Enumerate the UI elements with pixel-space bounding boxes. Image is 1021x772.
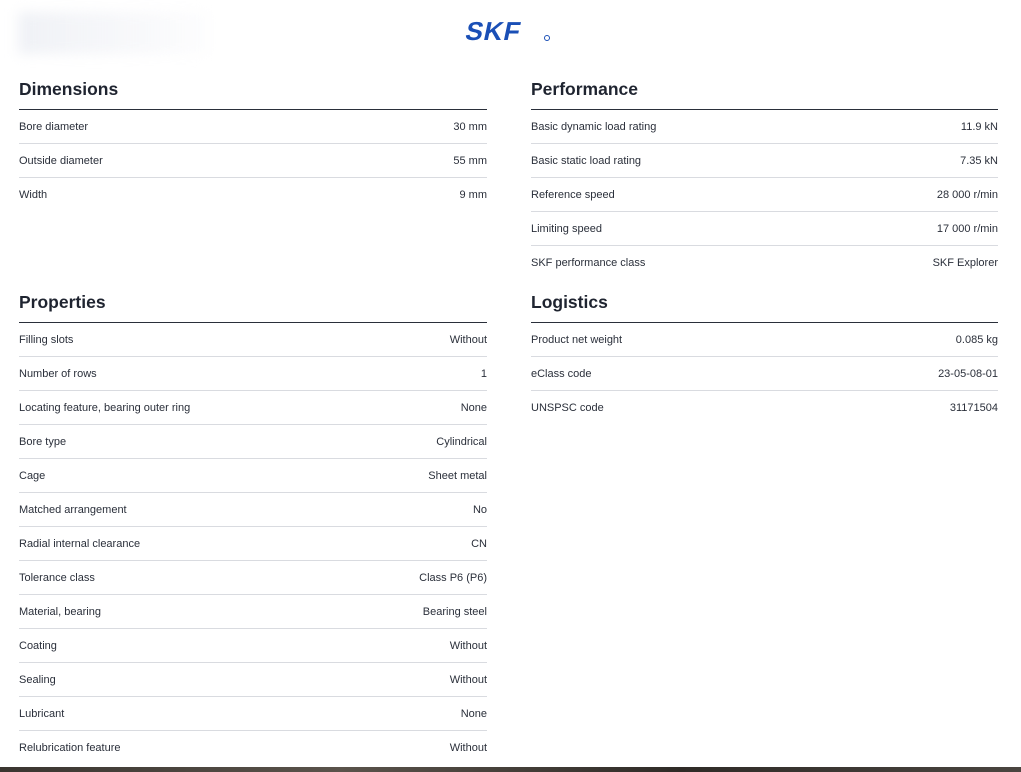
- spec-row: [19, 595, 487, 629]
- spec-label: Radial internal clearance: [19, 537, 141, 550]
- spec-label: Tolerance class: [19, 571, 95, 584]
- blurred-header-area: [18, 12, 208, 54]
- spec-row: [19, 425, 487, 459]
- spec-row: [19, 178, 487, 211]
- spec-value: None: [460, 401, 487, 414]
- spec-row: [19, 663, 487, 697]
- registered-mark-icon: [544, 35, 550, 41]
- logistics-title: Logistics: [531, 291, 998, 323]
- spec-value: 23-05-08-01: [938, 367, 998, 380]
- spec-value: No: [472, 503, 487, 516]
- bottom-image-strip: [0, 767, 1021, 772]
- spec-label: Basic static load rating: [531, 154, 642, 167]
- performance-title: Performance: [531, 78, 998, 110]
- spec-row: [531, 178, 998, 212]
- spec-value: SKF Explorer: [932, 256, 998, 269]
- spec-value: CN: [471, 537, 487, 550]
- spec-row: [531, 391, 998, 424]
- spec-label: eClass code: [531, 367, 592, 380]
- spec-value: 9 mm: [459, 188, 487, 201]
- properties-section: [19, 291, 487, 764]
- spec-value: Sheet metal: [428, 469, 487, 482]
- spec-label: UNSPSC code: [531, 401, 604, 414]
- spec-row: [19, 493, 487, 527]
- spec-value: Without: [449, 639, 487, 652]
- spec-row: [19, 391, 487, 425]
- spec-row: [19, 731, 487, 764]
- spec-value: Without: [449, 333, 487, 346]
- dimensions-title: Dimensions: [19, 78, 487, 110]
- properties-title: Properties: [19, 291, 487, 323]
- spec-label: Coating: [19, 639, 57, 652]
- spec-value: 7.35 kN: [960, 154, 998, 167]
- spec-row: [531, 357, 998, 391]
- logistics-section: [531, 291, 998, 424]
- spec-label: Cage: [19, 469, 46, 482]
- spec-row: [19, 527, 487, 561]
- spec-label: Relubrication feature: [19, 741, 121, 754]
- spec-row: [19, 561, 487, 595]
- spec-label: Product net weight: [531, 333, 623, 346]
- spec-row: [531, 144, 998, 178]
- spec-label: Bore type: [19, 435, 67, 448]
- spec-label: Filling slots: [19, 333, 74, 346]
- spec-label: Lubricant: [19, 707, 65, 720]
- dimensions-section: [19, 78, 487, 211]
- spec-row: [19, 459, 487, 493]
- spec-value: None: [460, 707, 487, 720]
- spec-label: Reference speed: [531, 188, 615, 201]
- spec-value: 31171504: [949, 401, 998, 414]
- spec-value: Bearing steel: [422, 605, 487, 618]
- spec-value: 55 mm: [453, 154, 487, 167]
- spec-value: 28 000 r/min: [936, 188, 998, 201]
- spec-value: Cylindrical: [436, 435, 487, 448]
- spec-label: Material, bearing: [19, 605, 101, 618]
- spec-row: [19, 323, 487, 357]
- spec-value: Without: [449, 741, 487, 754]
- spec-value: Class P6 (P6): [419, 571, 487, 584]
- spec-row: [531, 246, 998, 279]
- spec-value: 11.9 kN: [960, 120, 998, 133]
- spec-value: 17 000 r/min: [936, 222, 998, 235]
- spec-row: [19, 629, 487, 663]
- spec-row: [19, 357, 487, 391]
- spec-label: Width: [19, 188, 48, 201]
- spec-label: Locating feature, bearing outer ring: [19, 401, 191, 414]
- spec-value: 30 mm: [453, 120, 487, 133]
- spec-label: Sealing: [19, 673, 56, 686]
- spec-row: [19, 110, 487, 144]
- spec-row: [19, 697, 487, 731]
- spec-label: SKF performance class: [531, 256, 646, 269]
- spec-row: [531, 212, 998, 246]
- spec-label: Limiting speed: [531, 222, 602, 235]
- skf-logo[interactable]: SKF: [462, 16, 525, 46]
- spec-label: Basic dynamic load rating: [531, 120, 657, 133]
- spec-row: [19, 144, 487, 178]
- spec-value: 0.085 kg: [955, 333, 998, 346]
- spec-label: Outside diameter: [19, 154, 103, 167]
- spec-label: Bore diameter: [19, 120, 89, 133]
- spec-label: Matched arrangement: [19, 503, 127, 516]
- spec-row: [531, 323, 998, 357]
- spec-value: Without: [449, 673, 487, 686]
- spec-label: Number of rows: [19, 367, 97, 380]
- spec-row: [531, 110, 998, 144]
- performance-section: [531, 78, 998, 279]
- spec-value: 1: [480, 367, 487, 380]
